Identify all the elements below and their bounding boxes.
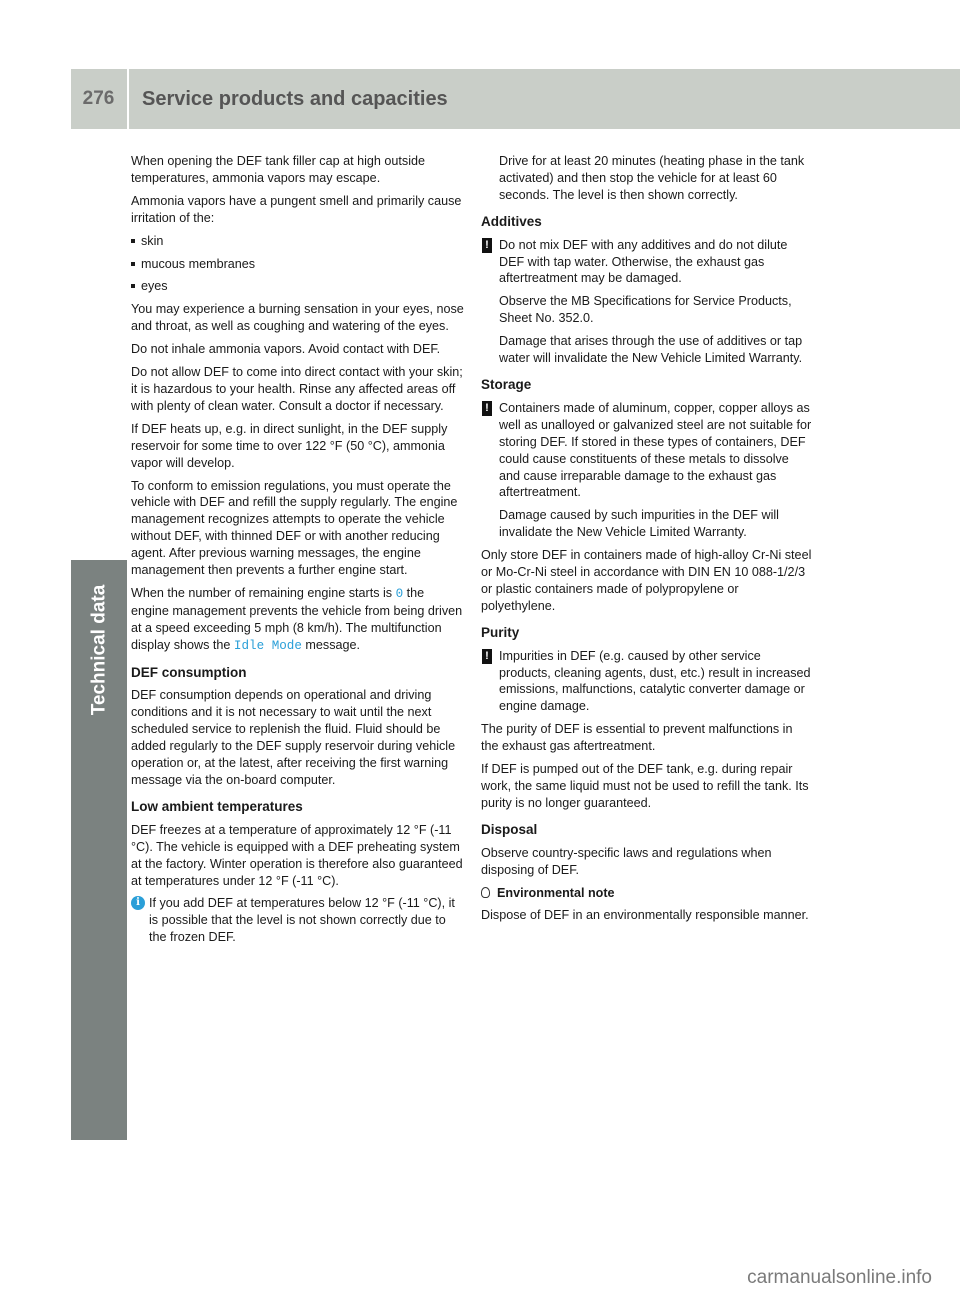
- warning-note: [481, 237, 812, 288]
- paragraph: When opening the DEF tank filler cap at high outside temperatures, ammonia vapors may escape.: [131, 154, 426, 185]
- paragraph: Damage that arises through the use of additives or tap water will invalidate the New Vehicle Limited Warranty.: [499, 334, 803, 366]
- section-heading: Additives: [481, 213, 542, 229]
- list-item: eyes: [131, 278, 465, 295]
- paragraph: To conform to emission regulations, you must operate the vehicle with DEF and refill the supply regularly. The engine management recognizes attempts to operate the vehicle without DEF, with thinned DEF or with another reducing agent. After previous warning messages, the engine management then prevents a further engine start.: [131, 478, 458, 578]
- section-heading: DEF consumption: [131, 664, 247, 680]
- section-heading: Storage: [481, 376, 532, 392]
- section-heading: Purity: [481, 624, 520, 640]
- paragraph: The purity of DEF is essential to prevent malfunctions in the exhaust gas aftertreatment.: [481, 722, 793, 754]
- paragraph: DEF consumption depends on operational and driving conditions and it is not necessary to wait until the next scheduled service to replenish the fluid. Fluid should be added regularly to the DEF supply reservoir during vehicle operation or, at the latest, after receiving the first warning message via the on-board computer.: [131, 688, 456, 787]
- warning-icon: !: [482, 401, 492, 416]
- section-heading: Low ambient temperatures: [131, 798, 303, 814]
- paragraph: [131, 585, 465, 655]
- paragraph: Observe country-specific laws and regulations when disposing of DEF.: [481, 845, 772, 877]
- side-tab-label-wrap: [71, 560, 127, 740]
- list-item: skin: [131, 233, 465, 250]
- environmental-note-label: Environmental note: [497, 885, 615, 900]
- paragraph: Dispose of DEF in an environmentally responsible manner.: [481, 908, 809, 923]
- text: When the number of remaining engine starts is: [131, 585, 396, 600]
- watermark: carmanualsonline.info: [747, 1267, 932, 1288]
- environmental-note-heading: [481, 885, 812, 902]
- paragraph: Do not inhale ammonia vapors. Avoid contact with DEF.: [131, 342, 441, 357]
- paragraph: If DEF is pumped out of the DEF tank, e.g. during repair work, the same liquid must not be used to refill the tank. Its purity is no longer guaranteed.: [481, 762, 809, 810]
- list-item: mucous membranes: [131, 256, 465, 273]
- info-icon: i: [131, 896, 145, 910]
- paragraph: Drive for at least 20 minutes (heating phase in the tank activated) and then stop the vehicle for at least 60 seconds. The level is then shown correctly.: [499, 154, 805, 202]
- text: message.: [301, 637, 361, 652]
- warning-icon: !: [482, 649, 492, 664]
- info-note: [131, 895, 465, 946]
- header-divider: [127, 69, 129, 129]
- paragraph: Only store DEF in containers made of high-alloy Cr-Ni steel or Mo-Cr-Ni steel in accordance with DIN EN 10 088-1/2/3 or plastic containers made of polypropylene or polyethylene.: [481, 548, 812, 613]
- left-column: [131, 153, 465, 952]
- warning-icon: !: [482, 238, 492, 253]
- right-column: [481, 153, 812, 930]
- side-tab-label: Technical data: [88, 584, 109, 716]
- paragraph: If DEF heats up, e.g. in direct sunlight, in the DEF supply reservoir for some time to over 122 °F (50 °C), ammonia vapor will develop.: [131, 421, 448, 470]
- display-message-idle-mode: Idle Mode: [233, 638, 302, 653]
- display-value-zero: 0: [395, 586, 404, 601]
- text: the engine management prevents the vehicle from being driven at a speed exceeding 5 mph (8 km/h). The multifunction display shows the: [131, 585, 463, 652]
- paragraph: Ammonia vapors have a pungent smell and primarily cause irritation of the:: [131, 193, 462, 225]
- paragraph: Observe the MB Specifications for Service Products, Sheet No. 352.0.: [499, 294, 792, 326]
- paragraph: DEF freezes at a temperature of approximately 12 °F (-11 °C). The vehicle is equipped with a DEF preheating system at the factory. Winter operation is therefore also guaranteed at temperatures under 12 °F (-11 °C).: [131, 822, 463, 888]
- warning-text: Do not mix DEF with any additives and do not dilute DEF with tap water. Otherwise, the exhaust gas aftertreatment may be damaged.: [499, 237, 788, 286]
- warning-text: Containers made of aluminum, copper, copper alloys as well as unalloyed or galvanized steel are not suitable for storing DEF. If stored in these types of containers, DEF could cause constituents of these metals to dissolve and cause irreparable damage to the exhaust gas aftertreatment.: [499, 400, 812, 500]
- warning-note: [481, 648, 812, 716]
- page-title: Service products and capacities: [142, 88, 448, 110]
- warning-text: Impurities in DEF (e.g. caused by other service products, cleaning agents, dust, etc.) result in increased emissions, malfunctions, catalytic converter damage or engine damage.: [499, 648, 811, 714]
- paragraph: You may experience a burning sensation in your eyes, nose and throat, as well as coughing and watering of the eyes.: [131, 302, 464, 334]
- leaf-icon: [481, 887, 490, 898]
- paragraph: Damage caused by such impurities in the DEF will invalidate the New Vehicle Limited Warranty.: [499, 508, 779, 540]
- page-number: 276: [82, 88, 115, 109]
- warning-note: [481, 400, 812, 501]
- section-heading: Disposal: [481, 821, 538, 837]
- info-text: If you add DEF at temperatures below 12 °F (-11 °C), it is possible that the level is not shown correctly due to the frozen DEF.: [149, 896, 455, 945]
- paragraph: Do not allow DEF to come into direct contact with your skin; it is hazardous to your health. Rinse any affected areas off with plenty of clean water. Consult a doctor if necessary.: [131, 365, 463, 413]
